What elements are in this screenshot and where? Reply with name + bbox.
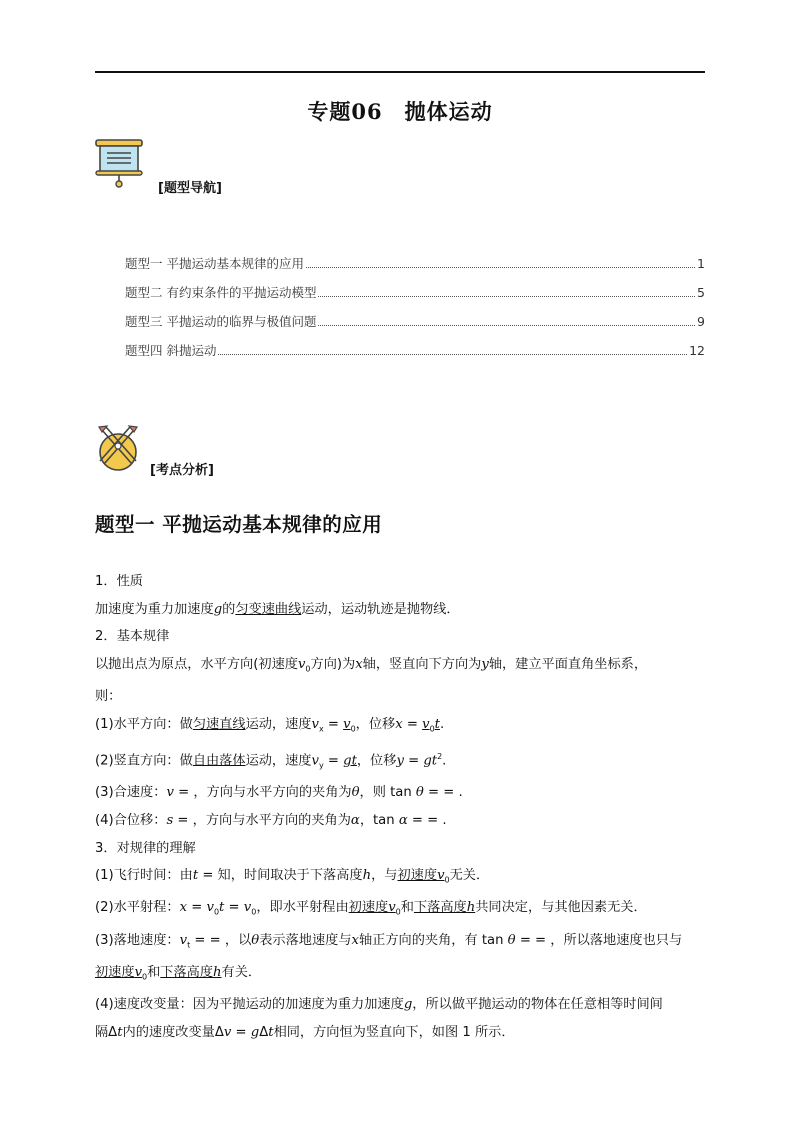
- symbol: v: [437, 868, 445, 884]
- text: .: [442, 753, 447, 769]
- subscript: x: [318, 724, 324, 734]
- toc-item-page: 5: [697, 285, 705, 300]
- paragraph: [95, 894, 713, 926]
- text: 相同，方向恒为竖直向下，如图 1 所示．: [273, 1024, 515, 1040]
- symbol: v: [223, 1024, 232, 1040]
- symbol: s: [166, 813, 174, 829]
- text: ，所以做平抛运动的物体在任意相等时间间: [412, 997, 663, 1013]
- fill-blank: 匀速直线: [192, 716, 246, 732]
- symbol: α: [350, 813, 360, 829]
- symbol: t: [192, 868, 199, 884]
- paragraph: [95, 683, 713, 711]
- symbol: α: [398, 813, 408, 829]
- text: (1)水平方向：做: [95, 716, 193, 732]
- symbol: v: [179, 932, 188, 948]
- text: 共同决定，与其他因素无关．: [475, 900, 647, 916]
- symbol: h: [466, 900, 476, 916]
- toc-item-label: 题型二 有约束条件的平抛运动模型: [125, 285, 317, 300]
- toc-item-page: 9: [697, 314, 705, 329]
- paragraph: [95, 596, 713, 624]
- paragraph: [95, 807, 713, 835]
- superscript: 2: [437, 751, 443, 761]
- text: 运动，速度: [245, 716, 312, 732]
- text: 运动，运动轨迹是抛物线．: [301, 601, 460, 617]
- symbol: θ: [251, 932, 260, 948]
- subscript: 0: [213, 908, 220, 918]
- toc-leader: [306, 267, 695, 268]
- text: 2．基本规律: [95, 629, 170, 645]
- text: (3)落地速度：: [95, 932, 180, 948]
- text: 的: [222, 601, 236, 617]
- toc-item[interactable]: [125, 312, 705, 341]
- symbol: x: [395, 716, 403, 732]
- symbol: v: [388, 900, 396, 916]
- toc-item[interactable]: [125, 283, 705, 312]
- projector-screen-icon: [94, 138, 144, 190]
- paragraph: [95, 927, 713, 959]
- text: =: [323, 753, 344, 769]
- symbol: v: [166, 785, 174, 801]
- paragraph: [95, 959, 713, 991]
- toc-item-label: 题型三 平抛运动的临界与极值问题: [125, 314, 317, 329]
- text: 轴，竖直向下方向为: [362, 656, 482, 672]
- subscript: y: [318, 760, 324, 770]
- text: =: [403, 753, 424, 769]
- symbol: t: [219, 900, 225, 916]
- toc-leader: [318, 296, 695, 297]
- symbol: v: [422, 716, 430, 732]
- paragraph: [95, 1019, 713, 1047]
- symbol: t: [434, 716, 440, 732]
- paragraph: [95, 862, 713, 894]
- fill-blank: [398, 868, 450, 883]
- text: 方向)为: [310, 656, 356, 672]
- paragraph: [95, 623, 713, 651]
- text: (2)水平射程：: [95, 900, 180, 916]
- text: 加速度为重力加速度: [95, 601, 214, 617]
- symbol: θ: [351, 785, 360, 801]
- analysis-heading: [考点分析]: [150, 463, 214, 478]
- symbol: v: [297, 656, 306, 672]
- symbol: v: [134, 964, 143, 980]
- toc-item-label: 题型一 平抛运动基本规律的应用: [125, 256, 304, 271]
- text: (1)飞行时间：由: [95, 868, 193, 884]
- text: = = ，以: [190, 932, 252, 948]
- fill-blank: 自由落体: [192, 753, 246, 769]
- toc-item-page: 12: [689, 343, 705, 358]
- text: 和: [147, 964, 161, 980]
- text: 隔Δ: [95, 1024, 118, 1040]
- text: ，tan: [359, 813, 399, 829]
- symbol: y: [396, 753, 404, 769]
- toc-item-page: 1: [697, 256, 705, 271]
- symbol: x: [179, 900, 188, 916]
- text: 初速度: [348, 900, 389, 916]
- text: =: [231, 1024, 251, 1040]
- text: 有关．: [221, 964, 262, 980]
- text: 内的速度改变量Δ: [122, 1024, 224, 1040]
- symbol: v: [311, 753, 319, 769]
- text: ，与: [371, 868, 398, 884]
- text: 以抛出点为原点，水平方向(初速度: [95, 656, 298, 672]
- text: 和: [400, 900, 414, 916]
- toc-item-label: 题型四 斜抛运动: [125, 343, 217, 358]
- fill-blank: 匀变速曲线: [235, 601, 302, 617]
- text: ，即水平射程由: [256, 900, 349, 916]
- symbol: v: [243, 900, 252, 916]
- paragraph: [95, 991, 713, 1019]
- nav-heading: [题型导航]: [158, 181, 222, 196]
- text: =: [323, 716, 344, 732]
- symbol: gt: [423, 753, 438, 769]
- text: =: [187, 900, 207, 916]
- symbol: v: [343, 716, 351, 732]
- symbol: θ: [415, 785, 424, 801]
- text: 3．对规律的理解: [95, 840, 196, 856]
- text: 下落高度: [413, 900, 467, 916]
- subscript: 0: [350, 724, 356, 734]
- text: = ，方向与水平方向的夹角为: [173, 785, 352, 801]
- text: =: [402, 716, 423, 732]
- text: = = .: [423, 785, 463, 801]
- symbol: v: [206, 900, 214, 916]
- fill-blank: [348, 900, 401, 918]
- toc-leader: [218, 354, 687, 355]
- paragraph: [95, 651, 713, 683]
- text: =: [224, 900, 244, 916]
- text: 初速度: [397, 868, 438, 884]
- text: Δ: [259, 1024, 269, 1040]
- content-body: [95, 568, 713, 1046]
- symbol: y: [481, 656, 489, 672]
- subscript: t: [187, 940, 191, 950]
- toc-item[interactable]: [125, 341, 705, 370]
- text: 轴，建立平面直角坐标系，: [488, 656, 648, 672]
- symbol: g: [403, 997, 413, 1013]
- text: ，位移: [355, 716, 396, 732]
- symbol: x: [351, 932, 359, 948]
- paragraph: [95, 743, 713, 780]
- subscript: 0: [395, 908, 401, 918]
- text: .: [439, 716, 445, 732]
- symbol: h: [362, 868, 372, 884]
- page-title: 专题06 抛体运动: [307, 99, 493, 124]
- symbol: g: [213, 601, 223, 617]
- text: (2)竖直方向：做: [95, 753, 193, 769]
- toc-item[interactable]: [125, 254, 705, 283]
- symbol: θ: [507, 932, 516, 948]
- text: = = .: [407, 813, 447, 829]
- fill-blank: [160, 965, 221, 980]
- table-of-contents: [125, 254, 705, 370]
- paragraph: [95, 711, 713, 743]
- symbol: x: [355, 656, 363, 672]
- text: 运动，速度: [245, 753, 312, 769]
- top-rule: [95, 71, 705, 73]
- subscript: 0: [444, 875, 450, 885]
- toc-leader: [318, 325, 695, 326]
- subscript: 0: [142, 972, 148, 982]
- symbol: v: [311, 716, 319, 732]
- symbol: h: [213, 964, 222, 980]
- text: ，位移: [356, 753, 397, 769]
- text: (4)速度改变量：因为平抛运动的加速度为重力加速度: [95, 997, 404, 1013]
- fill-blank: [422, 717, 440, 732]
- paragraph: [95, 779, 713, 807]
- section-title: 题型一 平抛运动基本规律的应用: [95, 513, 383, 536]
- symbol: t: [117, 1024, 123, 1040]
- subscript: 0: [305, 664, 311, 674]
- fill-blank: [414, 900, 475, 915]
- fill-blank: [95, 965, 147, 980]
- subscript: 0: [429, 724, 435, 734]
- text: ，则 tan: [359, 785, 416, 801]
- text: 初速度: [95, 964, 135, 980]
- paragraph: [95, 568, 713, 596]
- text: 无关．: [449, 868, 490, 884]
- text: (4)合位移：: [95, 813, 167, 829]
- text: 1．性质: [95, 574, 143, 589]
- text: = 知，时间取决于下落高度: [198, 868, 363, 884]
- symbol: t: [268, 1024, 274, 1040]
- text: 表示落地速度与: [259, 932, 352, 948]
- text: 轴正方向的夹角，有 tan: [358, 932, 508, 948]
- text: 下落高度: [160, 964, 214, 980]
- fill-blank: gt: [343, 753, 357, 769]
- crossed-pencils-icon: [94, 424, 142, 474]
- text: = ，方向与水平方向的夹角为: [173, 813, 351, 829]
- text: = = ，所以落地速度也只与: [515, 932, 683, 948]
- fill-blank: [343, 717, 356, 732]
- paragraph: [95, 835, 713, 863]
- text: 则：: [95, 689, 122, 705]
- symbol: g: [250, 1024, 260, 1040]
- subscript: 0: [251, 908, 257, 918]
- text: (3)合速度：: [95, 785, 167, 801]
